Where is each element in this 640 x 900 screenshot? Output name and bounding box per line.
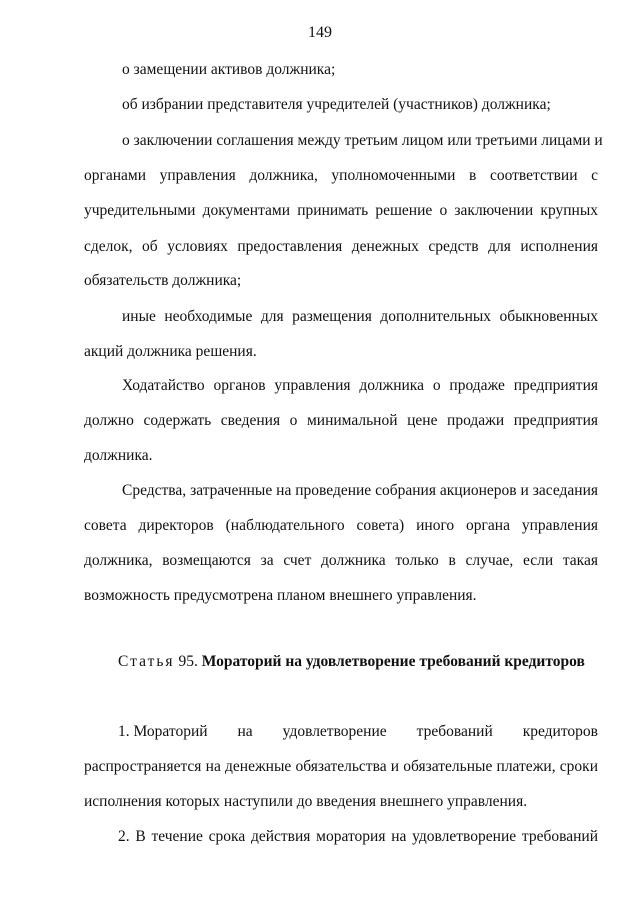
text-word: требований	[416, 723, 493, 740]
text-word: на	[237, 723, 253, 740]
text-line: 2. В течение срока действия моратория на удовлетворение требований	[118, 828, 598, 845]
article-label: Статья	[118, 653, 175, 670]
text-line: исполнения которых наступили до введения внешнего управления.	[84, 793, 528, 810]
text-line: должника, возмещаются за счет должника только в случае, если такая	[84, 552, 598, 569]
text-line: должника.	[84, 447, 153, 464]
text-line: обязательств должника;	[84, 272, 242, 289]
text-word: кредиторов	[522, 723, 598, 740]
text-word: 1. Мораторий	[118, 723, 208, 740]
text-line: акций должника решения.	[84, 343, 257, 360]
text-line: иные необходимые для размещения дополнительных обыкновенных	[122, 308, 598, 325]
text-line: Средства, затраченные на проведение собрания акционеров и заседания	[122, 482, 598, 499]
text-word: удовлетворение	[282, 723, 387, 740]
text-line: сделок, об условиях предоставления денежных средств для исполнения	[84, 238, 598, 255]
text-line: о замещении активов должника;	[122, 61, 336, 78]
page-number: 149	[308, 24, 332, 41]
text-line: органами управления должника, уполномоченными в соответствии с	[84, 167, 598, 184]
article-heading	[118, 652, 598, 672]
text-line: возможность предусмотрена планом внешнего управления.	[84, 587, 477, 604]
text-line: учредительными документами принимать решение о заключении крупных	[84, 202, 598, 219]
article-title: Мораторий на удовлетворение требований кредиторов	[201, 653, 585, 670]
article-number: 95.	[178, 653, 198, 670]
text-line: распространяется на денежные обязательства и обязательные платежи, сроки	[84, 758, 598, 775]
text-line: о заключении соглашения между третьим лицом или третьими лицами и	[122, 132, 603, 149]
text-line: совета директоров (наблюдательного совета) иного органа управления	[84, 517, 598, 534]
text-line: должно содержать сведения о минимальной цене продажи предприятия	[84, 412, 598, 429]
text-line	[118, 722, 598, 742]
text-line: об избрании представителя учредителей (участников) должника;	[122, 96, 551, 113]
text-line: Ходатайство органов управления должника о продаже предприятия	[122, 377, 598, 394]
